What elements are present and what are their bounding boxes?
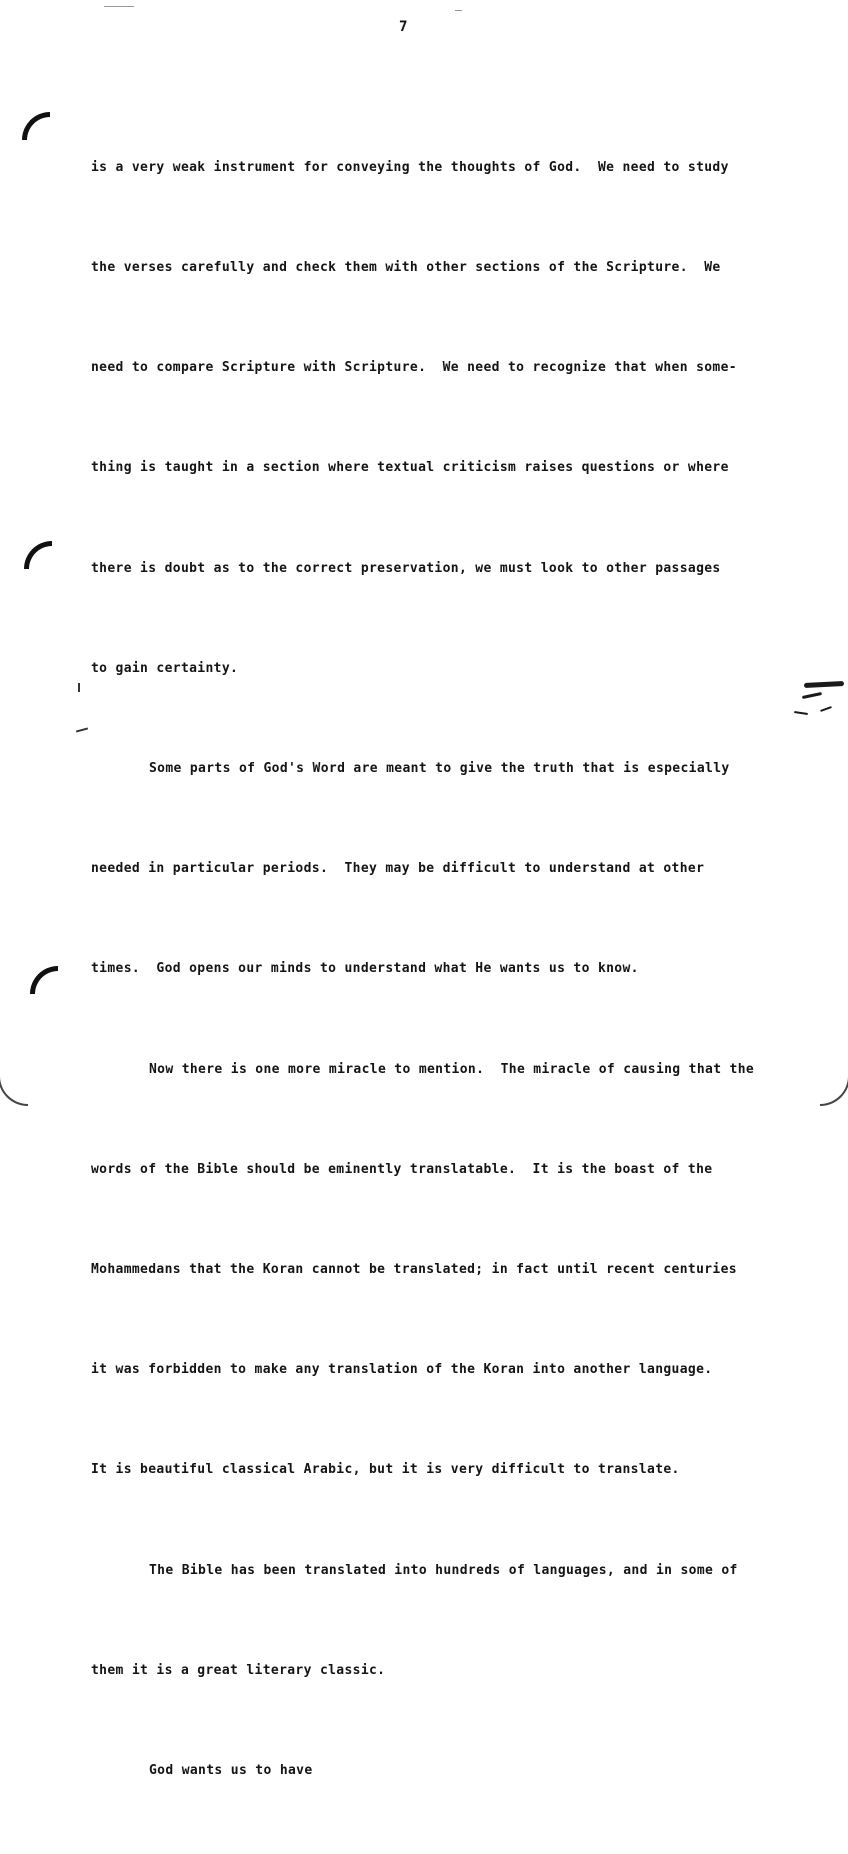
text-line: need to compare Scripture with Scripture. We need to recognize that when some- (91, 360, 737, 376)
scan-speck (76, 727, 88, 732)
page-corner-bottom-right (820, 1076, 848, 1106)
text-line: needed in particular periods. They may be difficult to understand at other (91, 861, 705, 877)
text-line: words of the Bible should be eminently translatable. It is the boast of the (91, 1161, 713, 1177)
scan-smudge (794, 711, 808, 715)
scan-smudge (802, 692, 822, 699)
binder-hole-mark (30, 966, 58, 994)
paragraph-start-line: Some parts of God's Word are meant to give the truth that is especially (149, 761, 730, 777)
binder-hole-mark (22, 112, 50, 140)
scan-smudge (820, 706, 832, 712)
text-line: to gain certainty. (91, 660, 239, 676)
scan-speck (455, 10, 462, 11)
body-text (91, 84, 791, 1854)
text-line: It is beautiful classical Arabic, but it is very difficult to translate. (91, 1462, 680, 1478)
text-line: thing is taught in a section where textual criticism raises questions or where (91, 460, 729, 476)
text-line: times. God opens our minds to understand what He wants us to know. (91, 961, 639, 977)
scan-speck (78, 683, 80, 692)
text-line: there is doubt as to the correct preservation, we must look to other passages (91, 560, 721, 576)
scan-smudge (804, 681, 844, 688)
paragraph-start-line: Now there is one more miracle to mention. The miracle of causing that the (149, 1061, 755, 1077)
text-line: the verses carefully and check them with other sections of the Scripture. We (91, 260, 721, 276)
page-number: 7 (399, 19, 408, 35)
text-line: is a very weak instrument for conveying the thoughts of God. We need to study (91, 159, 729, 175)
text-line: Mohammedans that the Koran cannot be translated; in fact until recent centuries (91, 1262, 737, 1278)
scan-speck (104, 6, 134, 7)
paragraph-start-line: The Bible has been translated into hundreds of languages, and in some of (149, 1562, 738, 1578)
text-line: it was forbidden to make any translation of the Koran into another language. (91, 1362, 713, 1378)
page-corner-bottom-left (0, 1076, 28, 1106)
binder-hole-mark (24, 541, 52, 569)
text-line: them it is a great literary classic. (91, 1662, 386, 1678)
paragraph-start-line: God wants us to have (149, 1763, 313, 1779)
